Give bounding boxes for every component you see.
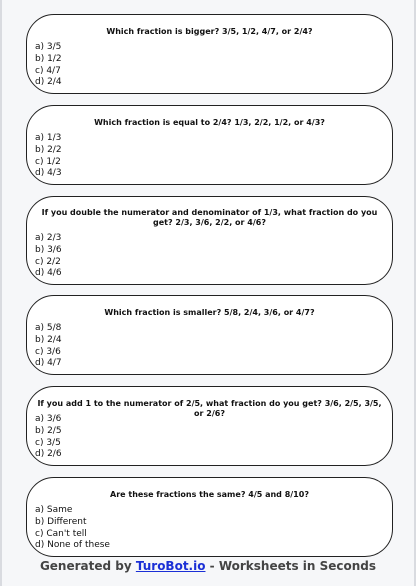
option-a: a) 3/5	[35, 42, 62, 52]
answer-options	[35, 414, 62, 461]
answer-options	[35, 133, 62, 180]
option-a: a) 2/3	[35, 233, 62, 243]
option-d: d) 4/3	[35, 168, 62, 179]
option-c: c) 3/5	[35, 437, 61, 448]
option-b: b) Different	[35, 516, 87, 527]
option-b: b) 3/6	[35, 244, 62, 255]
option-a: a) 1/3	[35, 133, 62, 143]
brand-link[interactable]: TuroBot.io	[135, 559, 206, 573]
option-d: d) None of these	[35, 540, 110, 551]
answer-options	[35, 42, 62, 89]
option-d: d) 2/6	[35, 449, 62, 460]
question-text: Which fraction is equal to 2/4? 1/3, 2/2, 1/2, or 4/3?	[94, 118, 325, 127]
question-card-3	[26, 196, 393, 285]
option-a: a) 5/8	[35, 323, 62, 333]
option-b: b) 1/2	[35, 53, 62, 64]
question-text: If you double the numerator and denominator of 1/3, what fraction do you get? 2/3, 3/6, 2/2, or 4/6?	[41, 208, 378, 227]
footer	[2, 559, 414, 573]
question-text: If you add 1 to the numerator of 2/5, what fraction do you get? 3/6, 2/5, 3/5, or 2/6?	[37, 399, 382, 418]
answer-options	[35, 323, 62, 370]
option-b: b) 2/5	[35, 425, 62, 436]
option-a: a) 3/6	[35, 414, 62, 424]
option-b: b) 2/2	[35, 144, 62, 155]
option-c: c) 1/2	[35, 156, 61, 167]
question-card-1	[26, 14, 393, 94]
option-c: c) 2/2	[35, 256, 61, 267]
answer-options	[35, 233, 62, 280]
question-text: Which fraction is bigger? 3/5, 1/2, 4/7, or 2/4?	[106, 27, 313, 36]
question-card-6	[26, 477, 393, 557]
option-d: d) 4/7	[35, 358, 62, 369]
question-card-4	[26, 295, 393, 375]
answer-options	[35, 505, 110, 552]
footer-prefix: Generated by	[39, 559, 136, 573]
option-c: c) 3/6	[35, 346, 61, 357]
question-text: Which fraction is smaller? 5/8, 2/4, 3/6, or 4/7?	[104, 308, 315, 317]
option-a: a) Same	[35, 505, 73, 515]
question-card-2	[26, 105, 393, 185]
question-text: Are these fractions the same? 4/5 and 8/10?	[110, 490, 309, 499]
option-d: d) 2/4	[35, 77, 62, 88]
option-b: b) 2/4	[35, 334, 62, 345]
question-card-5	[26, 386, 393, 466]
option-c: c) Can't tell	[35, 528, 87, 539]
option-c: c) 4/7	[35, 65, 61, 76]
option-d: d) 4/6	[35, 268, 62, 279]
footer-suffix: - Worksheets in Seconds	[205, 559, 377, 573]
